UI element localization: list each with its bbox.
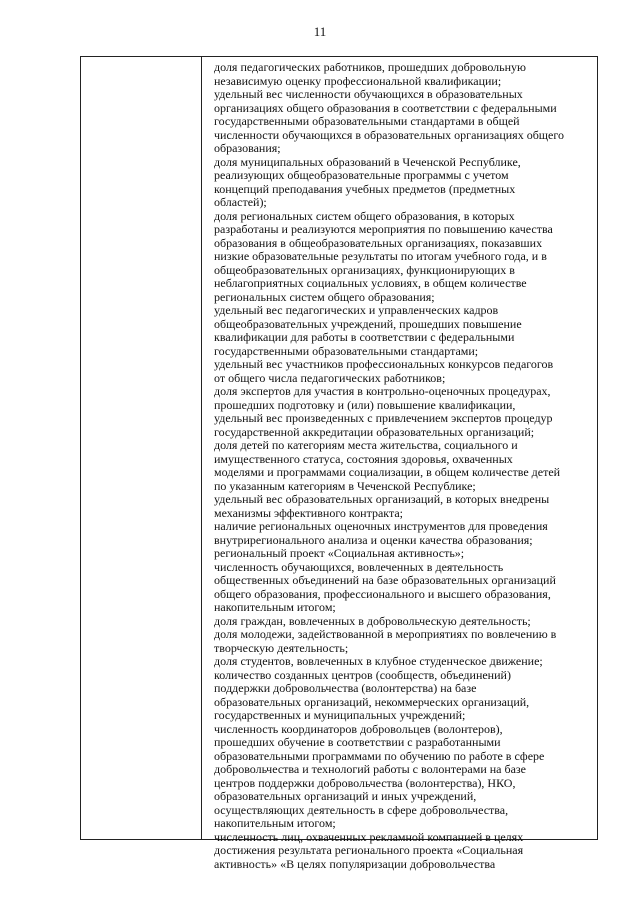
text-line: неблагоприятных социальных условиях, в общем количестве — [214, 276, 527, 290]
text-line: государственных и муниципальных учреждений; — [214, 708, 466, 722]
text-line: областей); — [214, 195, 267, 209]
text-line: прошедших подготовку и (или) повышение квалификации, — [214, 397, 516, 412]
text-line: удельный вес педагогических и управленческих кадров — [214, 303, 499, 317]
text-line: доля педагогических работников, прошедших добровольную — [214, 60, 527, 74]
text-line: общеобразовательных организациях, функционирующих в — [214, 262, 515, 277]
text-line: образовательных организаций, некоммерческих организаций, — [214, 694, 530, 709]
text-line: доля студентов, вовлеченных в клубное студенческое движение; — [214, 654, 543, 668]
text-line: доля экспертов для участия в контрольно-оценочных процедурах, — [214, 384, 551, 398]
text-line: независимую оценку профессиональной квалификации; — [214, 73, 502, 88]
text-line: региональных систем общего образования; — [214, 289, 435, 304]
text-line: государственными образовательными стандартами; — [214, 343, 479, 358]
text-line: государственной аккредитации образовательных организаций; — [214, 424, 535, 439]
text-line: накопительным итогом; — [214, 816, 336, 830]
table-right-column — [202, 57, 597, 871]
text-line: добровольчества и технологий работы с волонтерами на базе — [214, 762, 526, 776]
text-line: внутрирегионального анализа и оценки качества образования; — [214, 532, 533, 547]
text-line: удельный вес участников профессиональных конкурсов педагогов — [214, 357, 554, 371]
text-line: общественных объединений на базе образовательных организаций — [214, 573, 556, 587]
text-line: доля детей по категориям места жительства, социального и — [214, 438, 518, 452]
text-line: доля молодежи, задействованной в мероприятиях по вовлечению в — [214, 627, 557, 641]
text-line: доля граждан, вовлеченных в добровольческую деятельность; — [214, 613, 531, 628]
text-line: центров поддержки добровольчества (волонтерства), НКО, — [214, 775, 516, 790]
text-line: имущественного статуса, состояния здоровья, охваченных — [214, 451, 513, 466]
text-line: удельный вес произведенных с привлечением экспертов процедур — [214, 411, 553, 425]
text-line: творческую деятельность; — [214, 640, 349, 655]
table-left-column — [81, 57, 202, 839]
text-line: поддержки добровольчества (волонтерства) на базе — [214, 681, 477, 695]
text-line: моделями и программами социализации, в общем количестве детей — [214, 465, 561, 479]
text-line: удельный вес образовательных организаций, в которых внедрены — [214, 492, 550, 506]
text-line: численность лиц, охваченных рекламной компанией в целях — [214, 829, 524, 844]
text-line: доля муниципальных образований в Чеченской Республике, — [214, 154, 521, 169]
text-line: общего образования, профессионального и высшего образования, — [214, 586, 551, 601]
text-line: образовательными программами по обучению по работе в сфере — [214, 748, 545, 763]
text-line: квалификации для работы в соответствии с федеральными — [214, 330, 515, 344]
text-line: удельный вес численности обучающихся в образовательных — [214, 87, 523, 101]
text-line: образования в общеобразовательных организациях, показавших — [214, 235, 543, 250]
text-line: организациях общего образования в соответствии с федеральными — [214, 100, 557, 115]
indicators-table — [80, 56, 598, 871]
text-line: количество созданных центров (сообществ, объединений) — [214, 667, 511, 682]
text-line: образования; — [214, 141, 281, 155]
text-line: общеобразовательных учреждений, прошедших повышение — [214, 316, 522, 331]
text-line: прошедших обучение в соответствии с разработанными — [214, 735, 501, 749]
text-line: накопительным итогом; — [214, 600, 336, 614]
text-line: концепций преподавания учебных предметов (предметных — [214, 181, 516, 196]
text-line: механизмы эффективного контракта; — [214, 505, 404, 520]
text-line: численность обучающихся, вовлеченных в деятельность — [214, 559, 504, 574]
page-number: 11 — [313, 24, 327, 39]
text-line: реализующих общеобразовательные программы с учетом — [214, 168, 509, 182]
text-line: региональный проект «Социальная активность»; — [214, 546, 465, 560]
text-line: активность» «В целях популяризации добровольчества — [214, 856, 496, 871]
text-line: численности обучающихся в образовательных организациях общего — [214, 127, 564, 142]
text-line: осуществляющих деятельность в сфере добровольчества, — [214, 802, 509, 817]
text-line: по указанным категориям в Чеченской Республике; — [214, 478, 476, 493]
text-line: от общего числа педагогических работников; — [214, 370, 446, 385]
text-line: наличие региональных оценочных инструментов для проведения — [214, 519, 548, 533]
text-line: разработаны и реализуются мероприятия по повышению качества — [214, 222, 553, 236]
text-line: доля региональных систем общего образования, в которых — [214, 208, 515, 223]
text-line: государственными образовательными стандартами в общей — [214, 114, 520, 128]
text-line: низкие образовательные результаты по итогам учебного года, и в — [214, 249, 547, 263]
text-line: образовательных организаций и иных учреждений, — [214, 789, 477, 803]
text-line: достижения результата регионального проекта «Социальная — [214, 843, 524, 857]
text-line: численность координаторов добровольцев (волонтеров), — [214, 721, 503, 736]
